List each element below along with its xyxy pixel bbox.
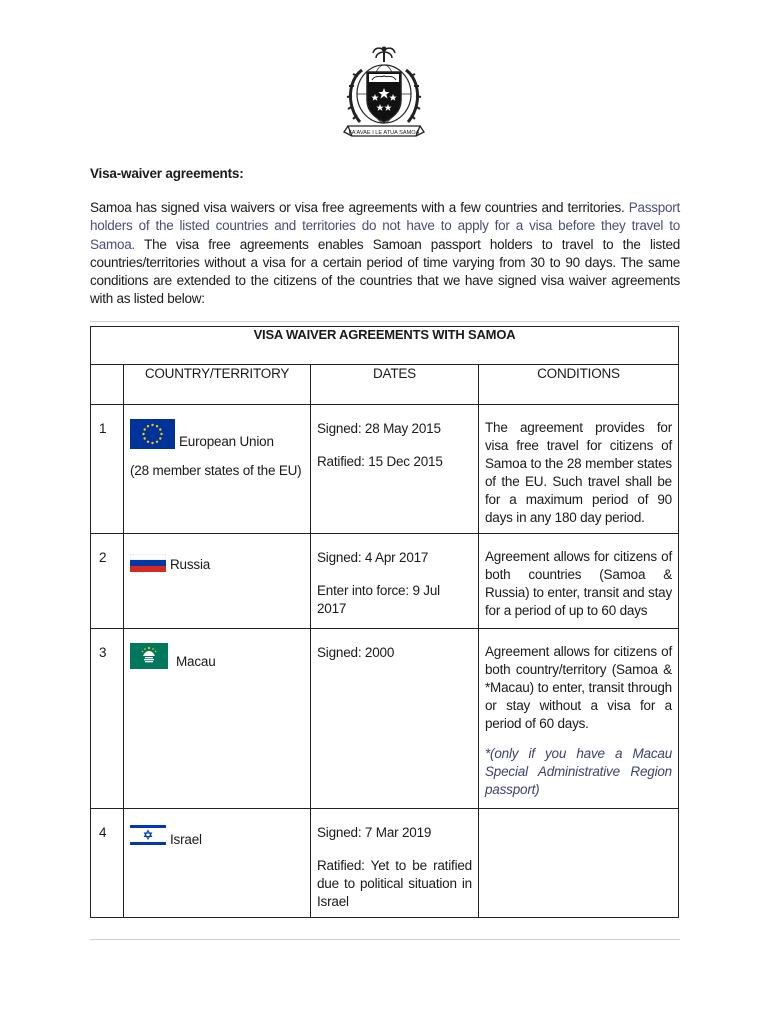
row-number: 3 (91, 629, 124, 809)
dates-cell (311, 405, 479, 534)
header-dates: DATES (311, 365, 479, 405)
country-name: Macau (176, 654, 216, 669)
intro-text-part3: The visa free agreements enables Samoan passport holders to travel to the listed countries/territories without a visa for a certain period of time varying from 30 to 90 days. The same conditions are extended to the citizens of the countries that we have signed visa waiver agreements with as listed below: (90, 236, 680, 307)
date-signed: Signed: 28 May 2015 (317, 421, 441, 436)
country-cell (124, 629, 311, 809)
eu-flag-icon (130, 419, 175, 449)
table-header-row (91, 365, 679, 405)
date-signed: Signed: 2000 (317, 645, 395, 660)
table-title: VISA WAIVER AGREEMENTS WITH SAMOA (91, 327, 679, 365)
table-row (91, 809, 679, 918)
country-cell (124, 809, 311, 918)
samoa-coat-of-arms-emblem (340, 44, 428, 140)
country-cell (124, 534, 311, 629)
table-title-row (91, 327, 679, 365)
israel-flag-icon (130, 823, 166, 847)
country-name: European Union (179, 434, 274, 449)
macau-flag-icon (130, 643, 168, 669)
table-row (91, 534, 679, 629)
row-number: 4 (91, 809, 124, 918)
intro-text-part1: Samoa has signed visa waivers or visa free agreements with a few countries and territories. (90, 200, 629, 215)
dates-cell (311, 629, 479, 809)
date-signed: Signed: 7 Mar 2019 (317, 825, 432, 840)
svg-text:FA'AVAE I LE ATUA SAMOA: FA'AVAE I LE ATUA SAMOA (348, 130, 420, 136)
conditions-cell (479, 809, 679, 918)
visa-waiver-table (90, 326, 679, 918)
table-row (91, 405, 679, 534)
russia-flag-icon (130, 554, 166, 572)
conditions-note: *(only if you have a Macau Special Administrative Region passport) (485, 746, 672, 797)
conditions-text: Agreement allows for citizens of both country/territory (Samoa & *Macau) to enter, transit through or stay without a visa for a period of 60 days. (485, 644, 672, 731)
date-ratified: Ratified: Yet to be ratified due to political situation in Israel (317, 858, 472, 909)
table-row (91, 629, 679, 809)
date-signed: Signed: 4 Apr 2017 (317, 550, 429, 565)
coat-of-arms-icon (340, 44, 428, 140)
divider-bottom (90, 939, 680, 940)
country-note: (28 member states of the EU) (130, 463, 302, 478)
date-in-force: Enter into force: 9 Jul 2017 (317, 583, 440, 616)
header-conditions: CONDITIONS (479, 365, 679, 405)
row-number: 1 (91, 405, 124, 534)
dates-cell (311, 534, 479, 629)
header-number (91, 365, 124, 405)
country-cell (124, 405, 311, 534)
conditions-cell: The agreement provides for visa free travel for citizens of Samoa to the 28 member states of the EU. Such travel shall be for a maximum period of 90 days in any 180 day period. (479, 405, 679, 534)
conditions-cell: Agreement allows for citizens of both countries (Samoa & Russia) to enter, transit and stay for a period of up to 60 days (479, 534, 679, 629)
conditions-cell (479, 629, 679, 809)
country-name: Russia (170, 557, 211, 572)
date-ratified: Ratified: 15 Dec 2015 (317, 454, 443, 469)
section-heading: Visa-waiver agreements: (90, 166, 244, 181)
country-name: Israel (170, 832, 202, 847)
intro-paragraph (90, 199, 680, 309)
dates-cell (311, 809, 479, 918)
header-country: COUNTRY/TERRITORY (124, 365, 311, 405)
row-number: 2 (91, 534, 124, 629)
intro-text-highlight: Passport holders of the listed countries and territories do not have to apply for a visa before they travel to Samoa. (90, 200, 680, 252)
divider-top (90, 321, 680, 322)
